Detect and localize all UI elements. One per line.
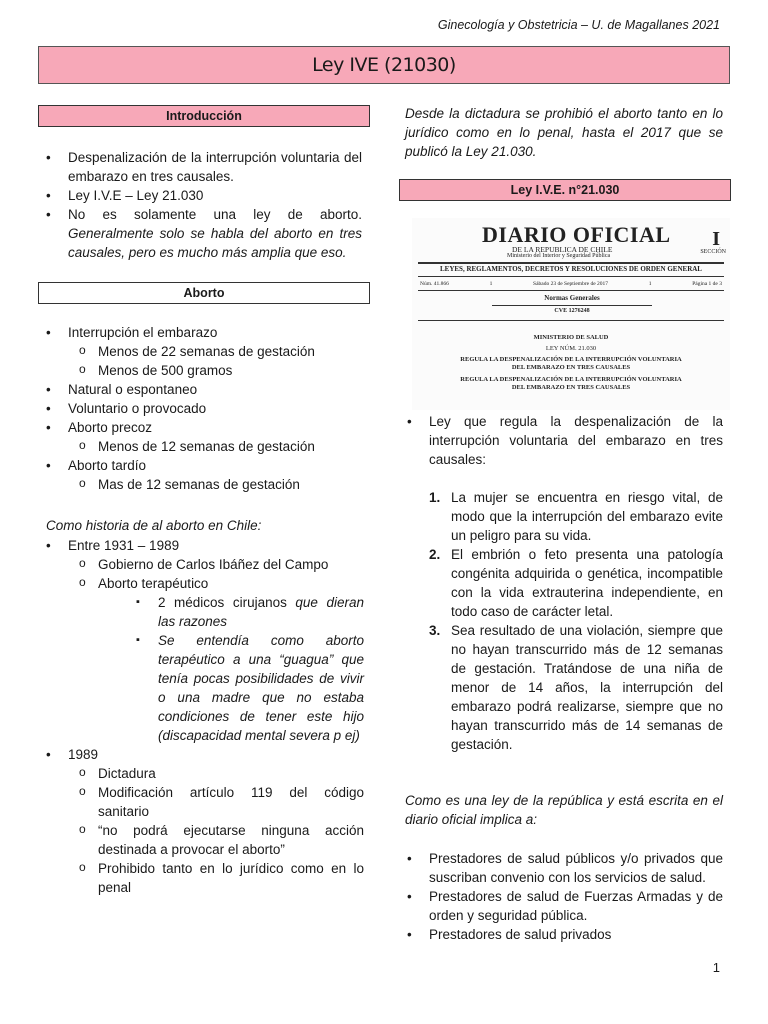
causal-item: 3. Sea resultado de una violación, siempre que no hayan transcurrido más de 12 semanas de gestación. Tratándose de una niña de menor de 14 años, la interrupción del embarazo podrá realizarse, siempre que no hayan transcurrido más de 14 semanas de gestación.: [429, 623, 723, 752]
list-item: o Mas de 12 semanas de gestación: [98, 475, 368, 494]
list-item: • No es solamente una ley de aborto. Generalmente solo se habla del aborto en tres causales, pero es mucho más amplia que eso.: [68, 205, 362, 262]
list-item: • Natural o espontaneo: [68, 380, 368, 399]
list-item: o Gobierno de Carlos Ibáñez del Campo: [98, 555, 364, 574]
list-item: o Menos de 22 semanas de gestación: [98, 342, 368, 361]
historia-list: [68, 536, 364, 897]
list-item: • Prestadores de salud públicos y/o privados que suscriban convenio con los servicios de salud.: [429, 849, 723, 887]
list-item: o Menos de 12 semanas de gestación: [98, 437, 368, 456]
list-item: o “no podrá ejecutarse ninguna acción destinada a provocar el aborto”: [98, 821, 364, 859]
list-item: • Prestadores de salud privados: [429, 925, 723, 944]
causal-item: 1. La mujer se encuentra en riesgo vital, de modo que la interrupción del embarazo evite un peligro para su vida.: [429, 490, 723, 543]
implica-text: Como es una ley de la república y está escrita en el diario oficial implica a:: [405, 793, 723, 827]
list-item: • 1989: [68, 745, 364, 764]
list-item: o Aborto terapéutico: [98, 574, 364, 593]
ley-desc: [429, 412, 723, 469]
aborto-heading: Aborto: [38, 282, 370, 304]
page-number: 1: [712, 960, 720, 975]
list-item: o Prohibido tanto en lo jurídico como en lo penal: [98, 859, 364, 897]
diario-title: DIARIO OFICIAL: [482, 222, 671, 247]
list-item: • Voluntario o provocado: [68, 399, 368, 418]
list-item: • Ley que regula la despenalización de la interrupción voluntaria del embarazo en tres causales:: [429, 412, 723, 469]
diario-oficial-image: DIARIO OFICIAL DE LA REPUBLICA DE CHILE Ministerio del Interior y Seguridad Pública I SECCIÓN LEYES, REGLAMENTOS, DECRETOS Y RESOLUCIONES DE ORDEN GENERAL Núm. 41.866 1 Sábado 23 de Septiembre de 2017 1 Página 1 de 3 Normas Generales CVE 1276248 MINISTERIO DE SALUD LEY NÚM. 21.030 REGULA LA DESPENALIZACIÓN DE LA INTERRUPCIÓN VOLUNTARIA DEL EMBARAZO EN TRES CAUSALES REGULA LA DESPENALIZACIÓN DE LA INTERRUPCIÓN VOLUNTARIA DEL EMBARAZO EN TRES CAUSALES: [412, 218, 730, 410]
list-item: • Ley I.V.E – Ley 21.030: [68, 186, 362, 205]
intro-list: [68, 148, 362, 262]
historia-intro: Como historia de al aborto en Chile:: [46, 518, 262, 533]
list-item: ▪ 2 médicos cirujanos que dieran las razones: [158, 593, 364, 631]
causales-list: [429, 488, 723, 754]
list-item: • Aborto tardío: [68, 456, 368, 475]
aborto-list: [68, 323, 368, 494]
list-item: • Aborto precoz: [68, 418, 368, 437]
list-item: o Dictadura: [98, 764, 364, 783]
list-item: ▪ Se entendía como aborto terapéutico a una “guagua” que tenía pocas posibilidades de vivir o una madre que no estaba condiciones de tener este hijo (discapacidad mental severa p ej): [158, 631, 364, 745]
list-item: o Modificación artículo 119 del código sanitario: [98, 783, 364, 821]
intro-heading: Introducción: [38, 105, 370, 127]
list-item: o Menos de 500 gramos: [98, 361, 368, 380]
prestadores-list: [429, 849, 723, 944]
causal-item: 2. El embrión o feto presenta una patología congénita adquirida o genética, incompatible con la vida extrauterina independiente, en todo caso de carácter letal.: [429, 547, 723, 619]
course-header: Ginecología y Obstetricia – U. de Magallanes 2021: [437, 18, 720, 32]
right-intro: Desde la dictadura se prohibió el aborto tanto en lo jurídico como en lo penal, hasta el 2017 que se publicó la Ley 21.030.: [405, 106, 723, 159]
page-title: Ley IVE (21030): [38, 46, 730, 84]
list-item: • Despenalización de la interrupción voluntaria del embarazo en tres causales.: [68, 148, 362, 186]
list-item: • Entre 1931 – 1989: [68, 536, 364, 555]
ley-heading: Ley I.V.E. n°21.030: [399, 179, 731, 201]
list-item: • Prestadores de salud de Fuerzas Armadas y de orden y seguridad pública.: [429, 887, 723, 925]
list-item: • Interrupción el embarazo: [68, 323, 368, 342]
